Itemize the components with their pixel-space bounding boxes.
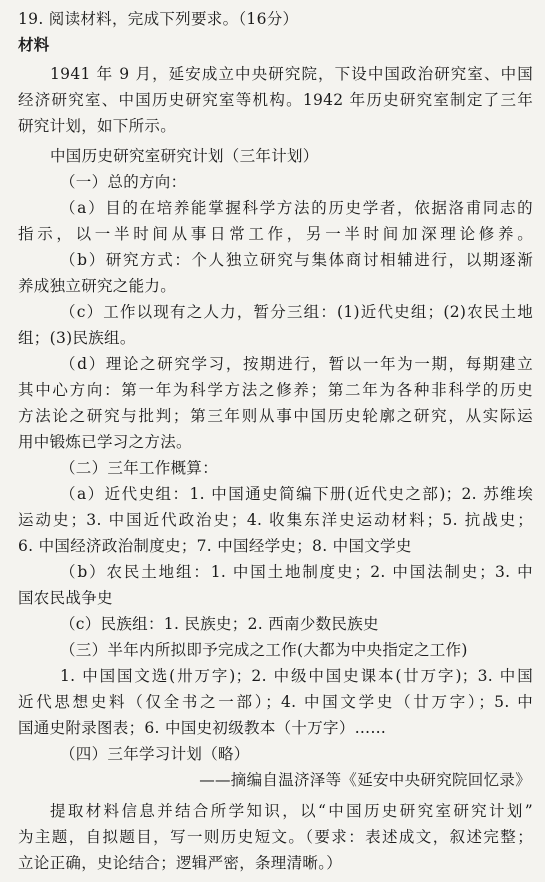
paragraph-line: （d）理论之研究学习，按期进行，暂以一年为一期，每期建立 (60, 355, 533, 373)
paragraph-line: （c）工作以现有之人力，暂分三组：(1)近代史组；(2)农民土地 (60, 303, 533, 321)
source-citation: ——摘编自温济泽等《延安中央研究院回忆录》 (199, 771, 531, 789)
paragraph-line: （a）目的在培养能掌握科学方法的历史学者，依据洛甫同志的 (60, 199, 533, 217)
paragraph-line: 组；(3)民族组。 (18, 329, 136, 347)
paragraph-line: 用中锻炼已学习之方法。 (18, 433, 192, 451)
plan-title: 中国历史研究室研究计划（三年计划） (50, 147, 319, 165)
section-heading: （二）三年工作概算： (60, 459, 219, 477)
paragraph-line: 6. 中国经济政治制度史；7. 中国经学史；8. 中国文学史 (18, 537, 412, 555)
section-heading: （四）三年学习计划（略） (60, 745, 250, 763)
paragraph-line: 1. 中国国文选(卅万字)；2. 中级中国史课本(廿万字)；3. 中国 (60, 667, 533, 685)
paragraph-line: 近代思想史料（仅全书之一部）；4. 中国文学史（廿万字）；5. 中 (18, 693, 533, 711)
paragraph-line: 养成独立研究之能力。 (18, 277, 177, 295)
paragraph-line: 指示，以一半时间从事日常工作，另一半时间加深理论修养。 (18, 225, 533, 243)
material-label: 材料 (18, 35, 50, 54)
question-header: 19. 阅读材料，完成下列要求。（16分） (18, 10, 299, 28)
section-heading: （三）半年内所拟即予完成之工作(大都为中央指定之工作) (60, 641, 468, 659)
paragraph-line: 研究计划，如下所示。 (18, 117, 177, 135)
task-line: 提取材料信息并结合所学知识，以“中国历史研究室研究计划” (50, 802, 533, 820)
paragraph-line: （b）农民土地组：1. 中国土地制度史；2. 中国法制史；3. 中 (60, 563, 533, 581)
paragraph-line: 其中心方向：第一年为科学方法之修养；第二年为各种非科学的历史 (18, 381, 533, 399)
paragraph-line: 运动史；3. 中国近代政治史；4. 收集东洋史运动材料；5. 抗战史； (18, 511, 533, 529)
paragraph-line: （a）近代史组：1. 中国通史简编下册(近代史之部)；2. 苏维埃 (60, 485, 533, 503)
paragraph-line: （b）研究方式：个人独立研究与集体商讨相辅进行，以期逐渐 (60, 251, 533, 269)
paragraph-line: 1941 年 9 月，延安成立中央研究院，下设中国政治研究室、中国 (50, 65, 533, 83)
paragraph-line: 方法论之研究与批判；第三年则从事中国历史轮廓之研究，从实际运 (18, 407, 533, 425)
paragraph-line: （c）民族组：1. 民族史；2. 西南少数民族史 (60, 615, 379, 633)
paragraph-line: 经济研究室、中国历史研究室等机构。1942 年历史研究室制定了三年 (18, 91, 533, 109)
paragraph-line: 国通史附录图表；6. 中国史初级教本（十万字）…… (18, 719, 387, 737)
task-line: 立论正确，史论结合；逻辑严密，条理清晰。） (18, 854, 343, 872)
task-line: 为主题，自拟题目，写一则历史短文。（要求：表述成文，叙述完整； (18, 828, 533, 846)
section-heading: （一）总的方向： (60, 173, 187, 191)
paragraph-line: 国农民战争史 (18, 589, 113, 607)
